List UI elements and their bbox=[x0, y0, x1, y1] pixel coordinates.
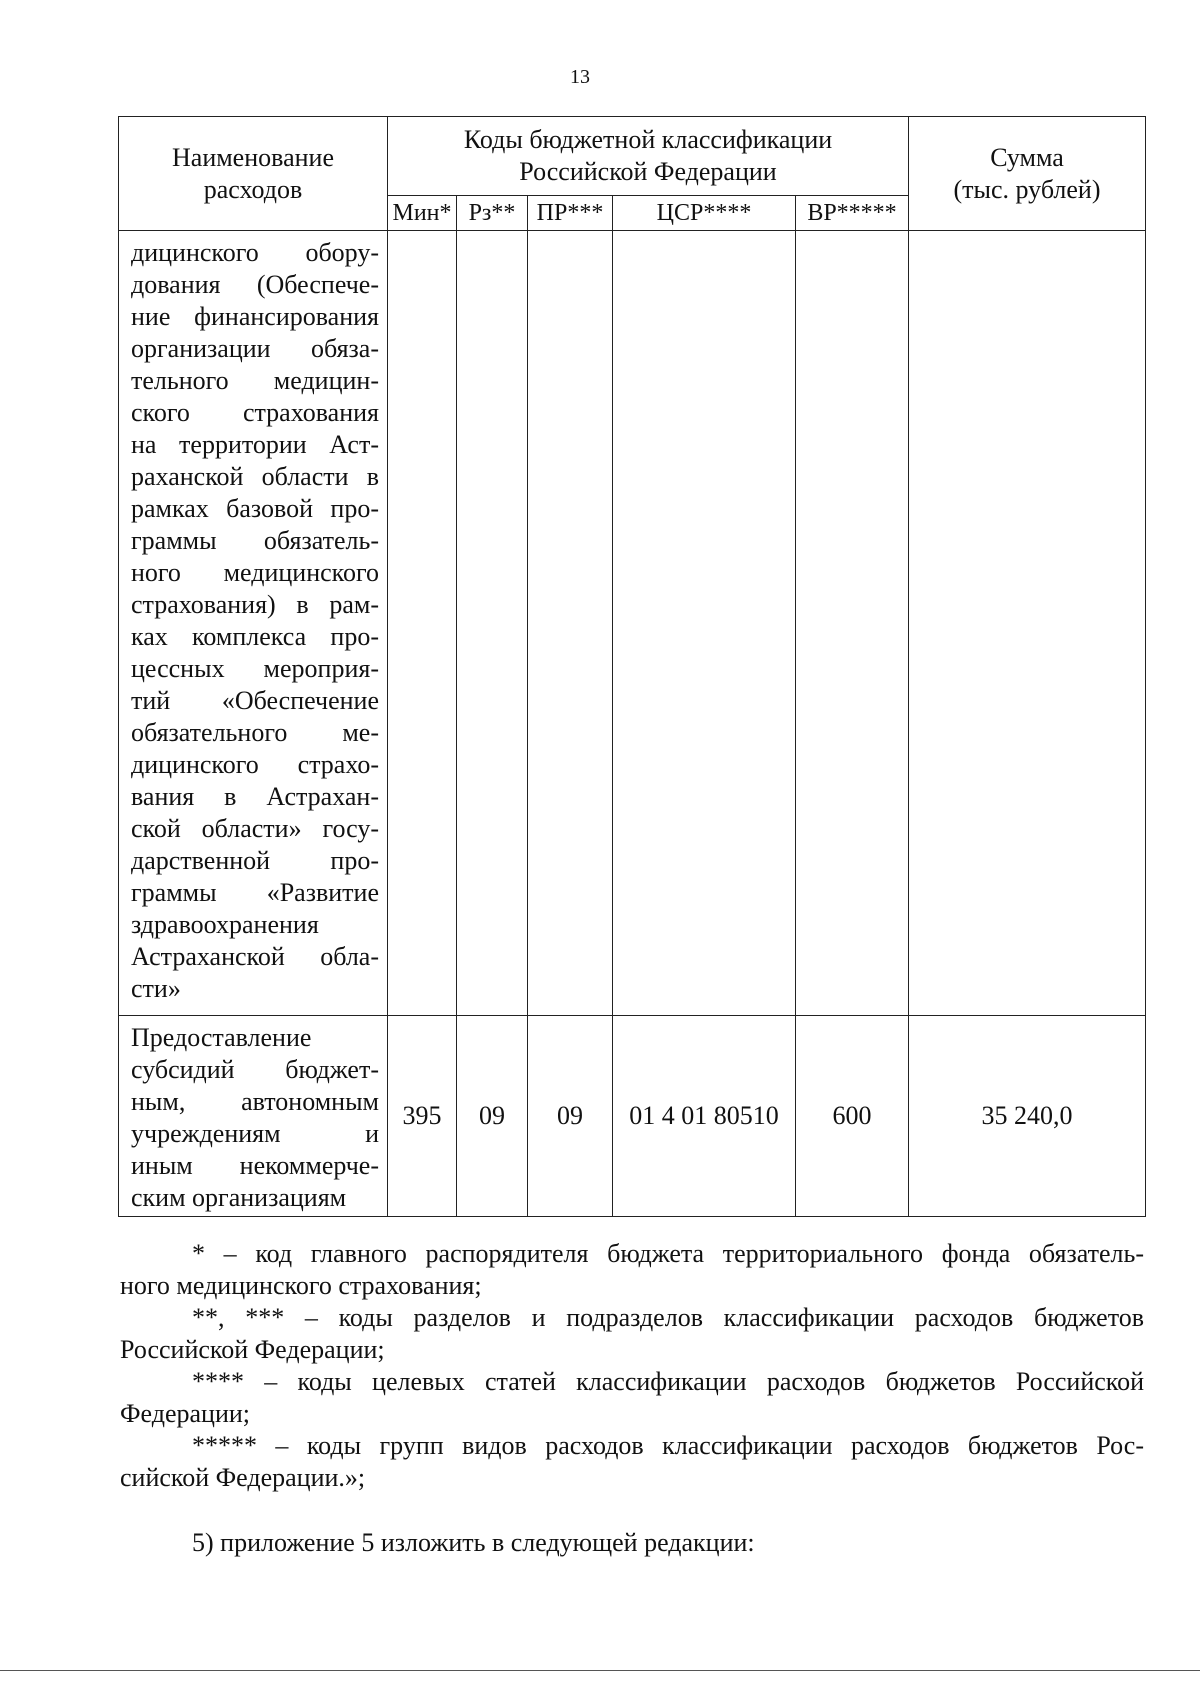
cell-pr: 09 bbox=[528, 1016, 613, 1217]
name-line: рамках базовой про- bbox=[131, 494, 379, 523]
cell-csr: 01 4 01 80510 bbox=[613, 1016, 796, 1217]
name-line: ным, автономным bbox=[131, 1087, 379, 1116]
row-name-cell bbox=[119, 231, 388, 1016]
name-line: дования (Обеспече- bbox=[131, 270, 379, 299]
row-name-cell bbox=[119, 1016, 388, 1217]
name-line: дицинского обору- bbox=[131, 238, 379, 267]
cell-min: 395 bbox=[388, 1016, 457, 1217]
footnote-line: сийской Федерации.»; bbox=[120, 1463, 366, 1492]
name-line: обязательного ме- bbox=[131, 718, 379, 747]
header-codes-line: Российской Федерации bbox=[519, 157, 777, 186]
name-line: вания в Астрахан- bbox=[131, 782, 379, 811]
cell-pr bbox=[528, 231, 613, 1016]
footnote bbox=[120, 1366, 1144, 1430]
footnote-line: ***** – коды групп видов расходов классификации расходов бюджетов Рос- bbox=[192, 1431, 1144, 1460]
header-codes bbox=[388, 117, 909, 196]
name-line: граммы обязатель- bbox=[131, 526, 379, 555]
cell-vr bbox=[796, 231, 909, 1016]
cell-rz bbox=[457, 231, 528, 1016]
header-codes-line: Коды бюджетной классификации bbox=[463, 125, 833, 154]
name-line: здравоохранения bbox=[131, 910, 319, 939]
table-header-row bbox=[119, 117, 1146, 196]
name-line: дицинского страхо- bbox=[131, 750, 379, 779]
cell-vr: 600 bbox=[796, 1016, 909, 1217]
page-bottom-rule bbox=[0, 1670, 1200, 1671]
name-line: организации обяза- bbox=[131, 334, 379, 363]
name-line: раханской области в bbox=[131, 462, 379, 491]
header-vr: ВР***** bbox=[796, 196, 909, 231]
page-number: 13 bbox=[570, 66, 590, 88]
name-line: цессных мероприя- bbox=[131, 654, 379, 683]
name-line: тельного медицин- bbox=[131, 366, 379, 395]
header-name-line: расходов bbox=[203, 174, 303, 204]
name-line: ским организациям bbox=[131, 1183, 347, 1212]
name-line: тий «Обеспечение bbox=[131, 686, 379, 715]
footnote bbox=[120, 1238, 1144, 1302]
header-sum-line: Сумма bbox=[990, 142, 1064, 172]
cell-csr bbox=[613, 231, 796, 1016]
budget-table bbox=[118, 116, 1146, 1217]
header-pr: ПР*** bbox=[528, 196, 613, 231]
name-line: Астраханской обла- bbox=[131, 942, 379, 971]
name-line: сти» bbox=[131, 974, 181, 1003]
name-line: ках комплекса про- bbox=[131, 622, 379, 651]
name-line: учреждениям и bbox=[131, 1119, 379, 1148]
footnote-line: Федерации; bbox=[120, 1399, 251, 1428]
name-line: ского страхования bbox=[131, 398, 379, 427]
name-line: дарственной про- bbox=[131, 846, 379, 875]
header-sum bbox=[909, 117, 1146, 231]
amendment-paragraph: 5) приложение 5 изложить в следующей редакции: bbox=[192, 1528, 755, 1557]
header-min: Мин* bbox=[388, 196, 457, 231]
name-line: граммы «Развитие bbox=[131, 878, 379, 907]
cell-sum bbox=[909, 231, 1146, 1016]
name-line: ние финансирования bbox=[131, 302, 379, 331]
name-line: на территории Аст- bbox=[131, 430, 379, 459]
name-line: ской области» госу- bbox=[131, 814, 379, 843]
table-row bbox=[119, 1016, 1146, 1217]
name-line: страхования) в рам- bbox=[131, 590, 379, 619]
cell-rz: 09 bbox=[457, 1016, 528, 1217]
name-line: иным некоммерче- bbox=[131, 1151, 379, 1180]
footnote-line: **, *** – коды разделов и подразделов классификации расходов бюджетов bbox=[192, 1303, 1144, 1332]
footnote-line: * – код главного распорядителя бюджета территориального фонда обязатель- bbox=[192, 1239, 1144, 1268]
cell-min bbox=[388, 231, 457, 1016]
cell-sum: 35 240,0 bbox=[909, 1016, 1146, 1217]
footnote-line: **** – коды целевых статей классификации расходов бюджетов Российской bbox=[192, 1367, 1144, 1396]
footnote bbox=[120, 1430, 1144, 1494]
name-line: ного медицинского bbox=[131, 558, 379, 587]
header-rz: Рз** bbox=[457, 196, 528, 231]
footnote-line: ного медицинского страхования; bbox=[120, 1271, 482, 1300]
footnote-line: Российской Федерации; bbox=[120, 1335, 385, 1364]
name-line: Предоставление bbox=[131, 1023, 312, 1052]
table-row bbox=[119, 231, 1146, 1016]
header-csr: ЦСР**** bbox=[613, 196, 796, 231]
footnote bbox=[120, 1302, 1144, 1366]
header-name bbox=[119, 117, 388, 231]
header-name-line: Наименование bbox=[172, 142, 334, 172]
name-line: субсидий бюджет- bbox=[131, 1055, 379, 1084]
footnotes bbox=[120, 1238, 1144, 1494]
header-sum-line: (тыс. рублей) bbox=[953, 174, 1101, 204]
